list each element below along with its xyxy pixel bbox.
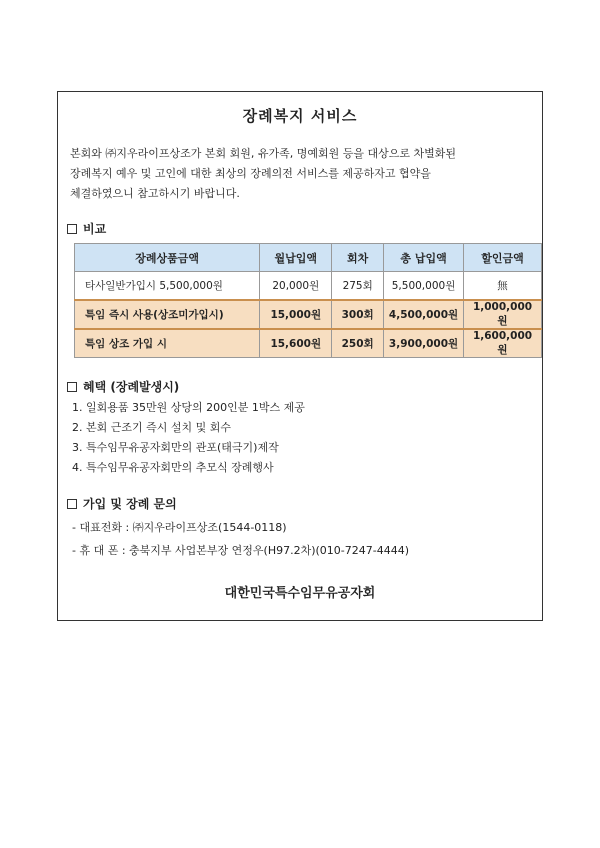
list-item: - 휴 대 폰 : 충북지부 사업본부장 연정우(H97.2차)(010-7247-4444) — [72, 544, 410, 557]
table-row-highlight — [75, 329, 542, 358]
table-header-row — [75, 244, 542, 272]
comparison-heading-text: 비교 — [83, 222, 107, 236]
comparison-heading — [67, 220, 106, 237]
table-cell: 특임 상조 가입 시 — [75, 329, 260, 358]
table-row — [75, 272, 542, 301]
table-cell: 4,500,000원 — [384, 300, 464, 329]
column-header: 월납입액 — [260, 244, 332, 272]
table-cell: 타사일반가입시 5,500,000원 — [75, 272, 260, 301]
benefits-list — [72, 398, 305, 478]
contact-heading — [67, 495, 177, 512]
document-frame — [57, 91, 543, 621]
column-header: 회차 — [332, 244, 384, 272]
organization-name: 대한민국특수임무유공자회 — [224, 586, 376, 601]
table-cell: 250회 — [332, 329, 384, 358]
intro-line: 장례복지 예우 및 고인에 대한 최상의 장례의전 서비스를 제공하자고 협약을 — [70, 167, 431, 180]
list-item: 3. 특수임무유공자회만의 관포(태극기)제작 — [72, 441, 279, 454]
list-item: 1. 일회용품 35만원 상당의 200인분 1박스 제공 — [72, 401, 305, 414]
table-cell: 3,900,000원 — [384, 329, 464, 358]
benefits-heading-text: 혜택 (장례발생시) — [83, 380, 180, 394]
table-cell: 1,600,000원 — [464, 329, 542, 358]
table-cell: 275회 — [332, 272, 384, 301]
benefits-heading — [67, 378, 179, 395]
list-item: 2. 본회 근조기 즉시 설치 및 회수 — [72, 421, 231, 434]
comparison-table — [74, 243, 542, 358]
intro-line: 체결하였으니 참고하시기 바랍니다. — [70, 187, 240, 200]
contact-heading-text: 가입 및 장례 문의 — [83, 497, 177, 511]
square-bullet-icon — [67, 382, 77, 392]
table-cell: 15,600원 — [260, 329, 332, 358]
intro-paragraph — [70, 144, 530, 204]
list-item: - 대표전화 : ㈜지우라이프상조(1544-0118) — [72, 521, 287, 534]
table-cell: 1,000,000원 — [464, 300, 542, 329]
column-header: 할인금액 — [464, 244, 542, 272]
intro-line: 본회와 ㈜지우라이프상조가 본회 회원, 유가족, 명예회원 등을 대상으로 차별화된 — [70, 147, 456, 160]
square-bullet-icon — [67, 224, 77, 234]
table-cell: 20,000원 — [260, 272, 332, 301]
square-bullet-icon — [67, 499, 77, 509]
contact-list — [72, 516, 409, 562]
column-header: 총 납입액 — [384, 244, 464, 272]
column-header: 장례상품금액 — [75, 244, 260, 272]
table-cell: 15,000원 — [260, 300, 332, 329]
table-cell: 5,500,000원 — [384, 272, 464, 301]
table-cell: 300회 — [332, 300, 384, 329]
table-cell: 無 — [464, 272, 542, 301]
document-title: 장례복지 서비스 — [242, 107, 358, 125]
table-row-highlight — [75, 300, 542, 329]
table-cell: 특임 즉시 사용(상조미가입시) — [75, 300, 260, 329]
list-item: 4. 특수임무유공자회만의 추모식 장례행사 — [72, 461, 274, 474]
